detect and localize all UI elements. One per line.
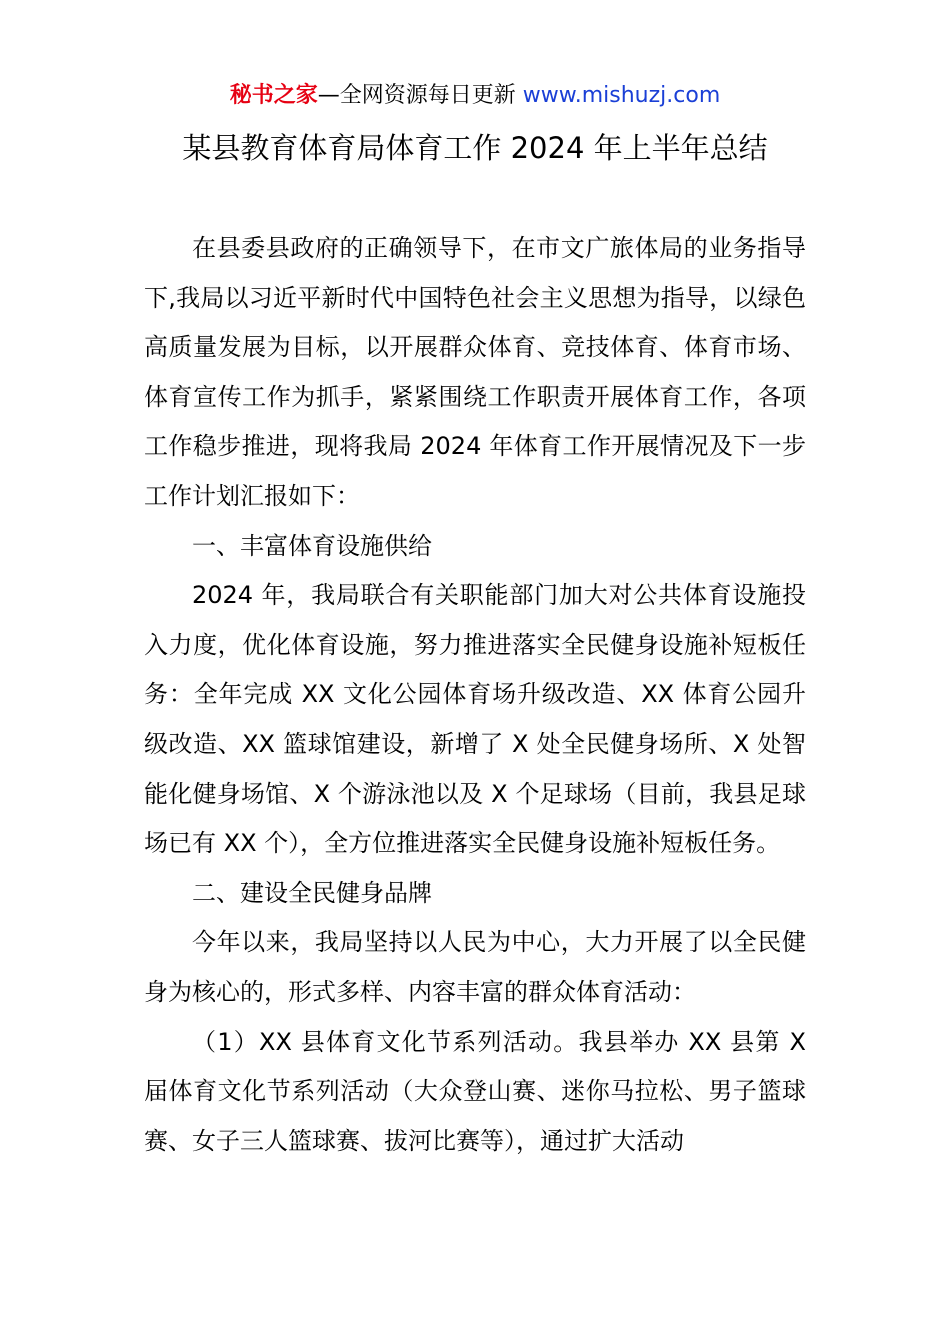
body-paragraph: （1）XX 县体育文化节系列活动。我县举办 XX 县第 X 届体育文化节系列活动（大众登山赛、迷你马拉松、男子篮球赛、女子三人篮球赛、拔河比赛等），通过扩大活动 — [144, 1027, 806, 1155]
section-heading-2: 二、建设全民健身品牌 — [192, 878, 432, 907]
site-header — [0, 82, 950, 110]
body-paragraph: 2024 年，我局联合有关职能部门加大对公共体育设施投入力度，优化体育设施，努力推进落实全民健身设施补短板任务：全年完成 XX 文化公园体育场升级改造、XX 体育公园升级改造、XX 篮球馆建设，新增了 X 处全民健身场所、X 处智能化健身场馆、X 个游泳池以及 X 个足球场（目前，我县足球场已有 XX 个），全方位推进落实全民健身设施补短板任务。 — [144, 581, 806, 858]
site-url-link[interactable]: www.mishuzj.com — [522, 83, 721, 108]
body-paragraph: 今年以来，我局坚持以人民为中心，大力开展了以全民健身为核心的，形式多样、内容丰富的群众体育活动： — [144, 928, 806, 1006]
document-title: 某县教育体育局体育工作 2024 年上半年总结 — [182, 131, 768, 165]
intro-paragraph: 在县委县政府的正确领导下，在市文广旅体局的业务指导下,我局以习近平新时代中国特色社会主义思想为指导，以绿色高质量发展为目标，以开展群众体育、竞技体育、体育市场、体育宣传工作为抓手，紧紧围绕工作职责开展体育工作，各项工作稳步推进，现将我局 2024 年体育工作开展情况及下一步工作计划汇报如下： — [144, 234, 806, 510]
site-brand: 秘书之家 — [229, 83, 318, 108]
site-tagline: —全网资源每日更新 — [317, 83, 523, 108]
section-heading-1: 一、丰富体育设施供给 — [192, 531, 432, 560]
document-body — [144, 224, 806, 1166]
